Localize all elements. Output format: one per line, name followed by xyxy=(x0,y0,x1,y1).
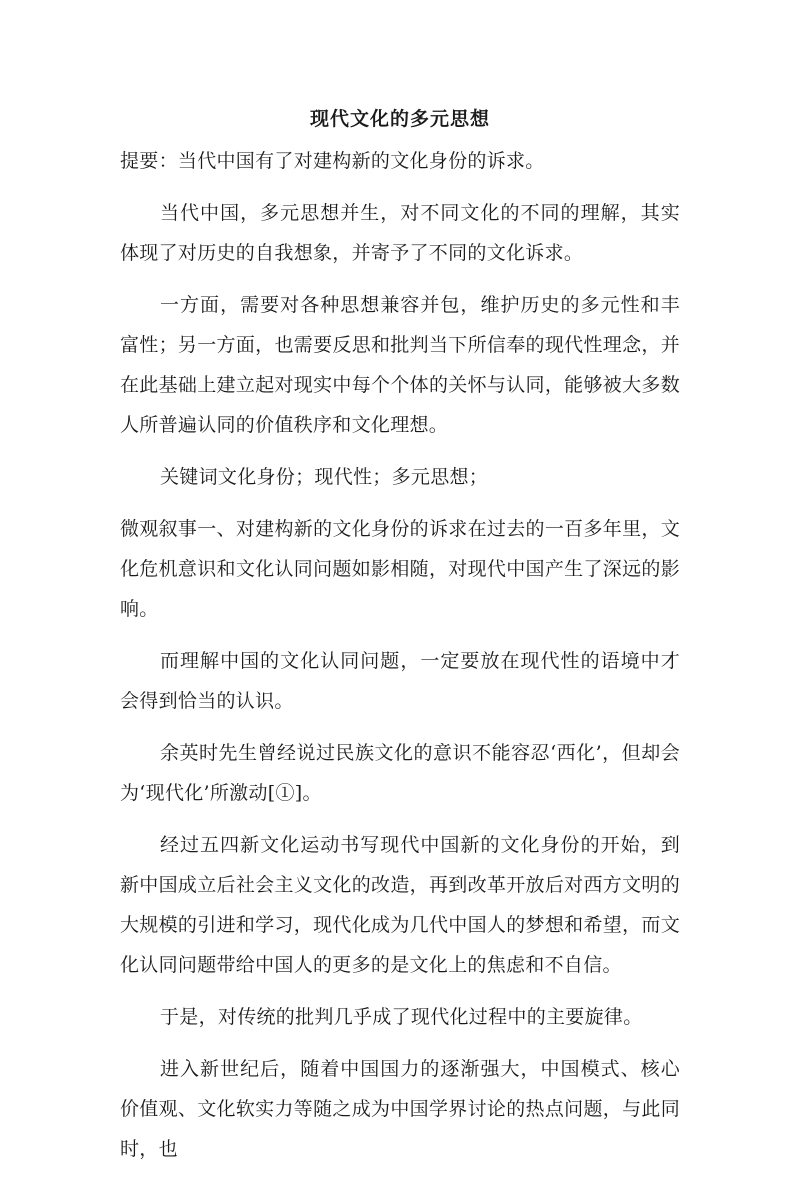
document-body xyxy=(120,141,680,1181)
body-paragraph: 当代中国，多元思想并生，对不同文化的不同的理解，其实体现了对历史的自我想象，并寄予了不同的文化诉求。 xyxy=(120,202,680,264)
body-paragraph: 进入新世纪后，随着中国国力的逐渐强大，中国模式、核心价值观、文化软实力等随之成为中国学界讨论的热点问题，与此同时，也 xyxy=(120,1058,680,1160)
body-paragraph: 一方面，需要对各种思想兼容并包，维护历史的多元性和丰富性；另一方面，也需要反思和批判当下所信奉的现代性理念，并在此基础上建立起对现实中每个个体的关怀与认同，能够被大多数人所普遍认同的价值秩序和文化理想。 xyxy=(120,294,680,436)
document-title: 现代文化的多元思想 xyxy=(309,108,490,130)
body-paragraph: 余英时先生曾经说过民族文化的意识不能容忍‘西化’，但却会为‘现代化’所激动[①]。 xyxy=(120,742,680,804)
body-paragraph: 而理解中国的文化认同问题，一定要放在现代性的语境中才会得到恰当的认识。 xyxy=(120,650,680,712)
body-paragraph: 于是，对传统的批判几乎成了现代化过程中的主要旋律。 xyxy=(160,1006,643,1028)
keywords-paragraph: 关键词文化身份；现代性；多元思想； xyxy=(160,466,489,488)
abstract-paragraph: 提要：当代中国有了对建构新的文化身份的诉求。 xyxy=(120,150,545,172)
section-heading-paragraph: 微观叙事一、对建构新的文化身份的诉求在过去的一百多年里，文化危机意识和文化认同问题如影相随，对现代中国产生了深远的影响。 xyxy=(120,518,680,620)
body-paragraph: 经过五四新文化运动书写现代中国新的文化身份的开始，到新中国成立后社会主义文化的改造，再到改革开放后对西方文明的大规模的引进和学习，现代化成为几代中国人的梦想和希望，而文化认同问题带给中国人的更多的是文化上的焦虑和不自信。 xyxy=(120,834,680,976)
